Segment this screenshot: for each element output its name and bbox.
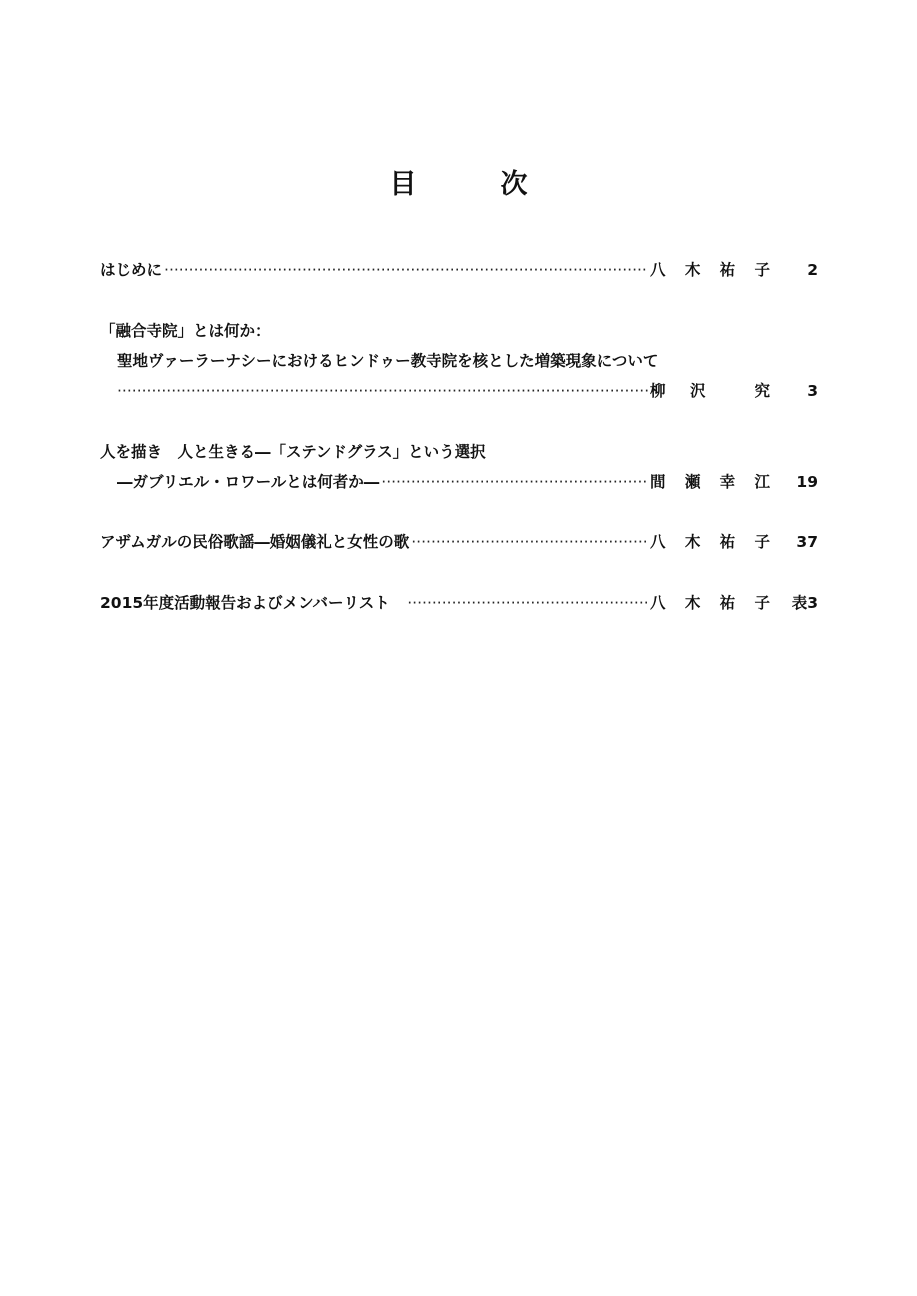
toc-entry-stained-glass[interactable] — [117, 470, 818, 494]
author-char: 柳 — [650, 382, 666, 400]
entry-author — [650, 470, 770, 494]
dot-leader — [407, 591, 648, 615]
dot-leader — [164, 258, 648, 282]
author-char: 八 — [650, 261, 666, 279]
author-char: 江 — [754, 473, 770, 491]
entry-title-line-2[interactable]: 聖地ヴァーラーナシーにおけるヒンドゥー教寺院を核とした増築現象について — [117, 352, 659, 370]
dot-leader — [381, 470, 648, 494]
author-char: 子 — [754, 261, 770, 279]
entry-page-number: 表3 — [791, 594, 818, 612]
toc-entry-folk-songs[interactable] — [100, 530, 818, 554]
author-char: 祐 — [719, 594, 736, 612]
entry-title-line-1[interactable]: 人を描き 人と生きる―「ステンドグラス」という選択 — [100, 443, 486, 461]
toc-title — [0, 162, 917, 201]
dot-leader — [117, 379, 648, 403]
toc-title-char-1: 目 — [389, 169, 417, 200]
author-char: 木 — [684, 594, 701, 612]
author-char: 子 — [754, 594, 770, 612]
entry-title: アザムガルの民俗歌謡―婚姻儀礼と女性の歌 — [100, 533, 410, 551]
author-char: 祐 — [719, 261, 736, 279]
toc-title-char-2: 次 — [500, 169, 528, 200]
entry-title: 2015年度活動報告およびメンバーリスト — [100, 594, 406, 612]
dot-leader — [411, 530, 648, 554]
author-char: 子 — [754, 533, 770, 551]
entry-author — [650, 530, 770, 554]
author-char: 木 — [684, 533, 701, 551]
author-char: 八 — [650, 533, 666, 551]
entry-page-number: 19 — [796, 473, 818, 491]
author-char: 瀬 — [684, 473, 701, 491]
toc-entry-activity-report[interactable] — [100, 591, 818, 615]
author-char: 間 — [650, 473, 666, 491]
toc-entry-introduction[interactable] — [100, 258, 818, 282]
entry-subtitle: ―ガブリエル・ロワールとは何者か― — [117, 473, 380, 491]
author-char: 八 — [650, 594, 666, 612]
entry-page-number: 37 — [796, 533, 818, 551]
entry-page-number: 2 — [807, 261, 818, 279]
entry-title-line-1[interactable]: 「融合寺院」とは何か： — [100, 322, 271, 340]
author-char: 究 — [754, 382, 770, 400]
author-char: 祐 — [719, 533, 736, 551]
entry-author — [650, 591, 770, 615]
author-char: 沢 — [690, 382, 706, 400]
author-char: 幸 — [719, 473, 736, 491]
entry-author — [650, 379, 770, 403]
author-char: 木 — [684, 261, 701, 279]
entry-page-number: 3 — [807, 382, 818, 400]
entry-author — [650, 258, 770, 282]
entry-title: はじめに — [100, 261, 163, 279]
toc-entry-fusion-temple[interactable] — [117, 379, 818, 403]
